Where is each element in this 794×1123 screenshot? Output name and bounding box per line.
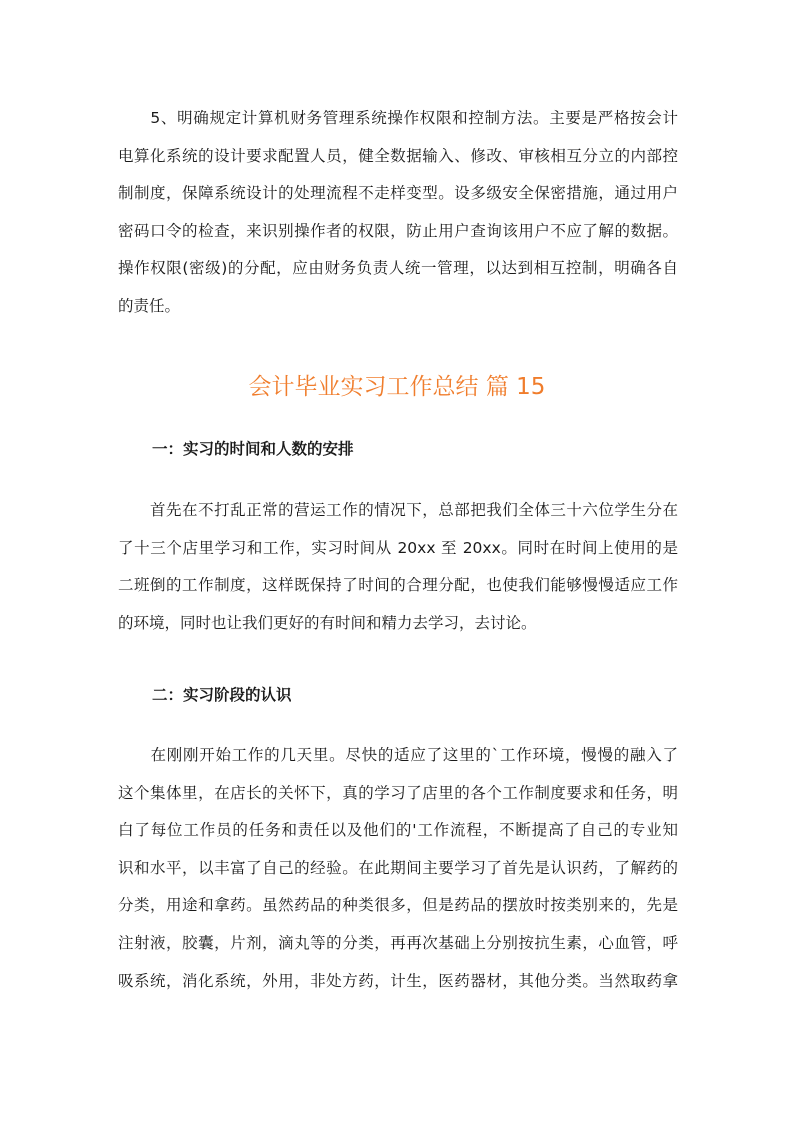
text-line: 吸系统，消化系统，外用，非处方药，计生，医药器材，其他分类。当然取药拿 (118, 971, 678, 990)
text-line: 电算化系统的设计要求配置人员，健全数据输入、修改、审核相互分立的内部控 (118, 146, 678, 165)
text-line: 5、明确规定计算机财务管理系统操作权限和控制方法。主要是严格按会计 (118, 109, 678, 127)
paragraph-2 (118, 737, 678, 1000)
text-line: 的环境，同时也让我们更好的有时间和精力去学习，去讨论。 (118, 613, 537, 632)
text-line: 二班倒的工作制度，这样既保持了时间的合理分配，也使我们能够慢慢适应工作 (118, 576, 678, 595)
text-line: 密码口令的检查，来识别操作者的权限，防止用户查询该用户不应了解的数据。 (118, 221, 678, 240)
text-line: 在刚刚开始工作的几天里。尽快的适应了这里的`工作环境，慢慢的融入了 (118, 746, 678, 764)
text-line: 操作权限(密级)的分配，应由财务负责人统一管理，以达到相互控制，明确各自 (118, 259, 678, 278)
text-line: 制制度，保障系统设计的处理流程不走样变型。设多级安全保密措施，通过用户 (118, 184, 678, 203)
text-line: 注射液，胶囊，片剂，滴丸等的分类，再再次基础上分别按抗生素，心血管，呼 (118, 933, 678, 952)
text-line: 了十三个店里学习和工作，实习时间从 20xx 至 20xx。同时在时间上使用的是 (118, 538, 678, 557)
article-title: 会计毕业实习工作总结 篇 15 (248, 374, 546, 400)
text-line: 识和水平，以丰富了自己的经验。在此期间主要学习了首先是认识药，了解药的 (118, 858, 678, 877)
section5-paragraph (118, 100, 678, 326)
section-heading-2: 二：实习阶段的认识 (152, 686, 292, 704)
text-line: 首先在不打乱正常的营运工作的情况下，总部把我们全体三十六位学生分在 (118, 501, 678, 519)
text-line: 的责任。 (118, 296, 181, 315)
text-line: 这个集体里，在店长的关怀下，真的学习了店里的各个工作制度要求和任务，明 (118, 783, 678, 802)
text-line: 分类，用途和拿药。虽然药品的种类很多，但是药品的摆放时按类别来的，先是 (118, 896, 678, 915)
paragraph-1 (118, 492, 678, 642)
section-heading-1: 一：实习的时间和人数的安排 (152, 440, 354, 458)
text-line: 白了每位工作员的任务和责任以及他们的'工作流程，不断提高了自己的专业知 (118, 821, 678, 840)
